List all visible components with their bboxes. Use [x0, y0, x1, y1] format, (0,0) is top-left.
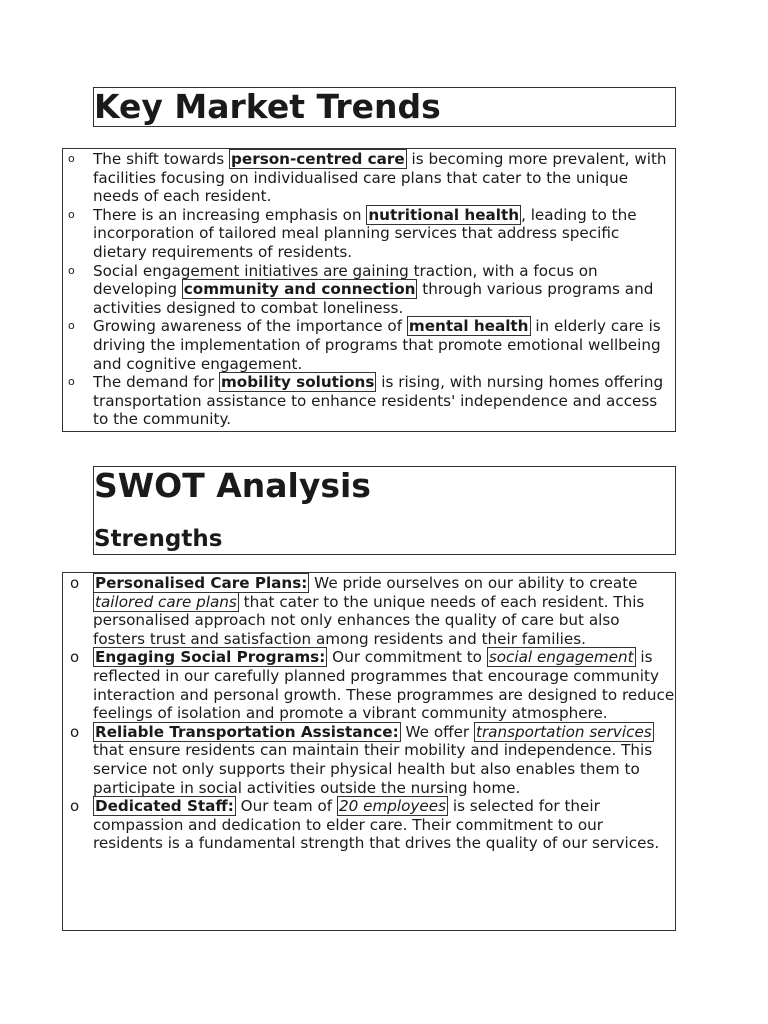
keyword-highlight: transportation services [475, 722, 652, 741]
keyword-highlight: community and connection [183, 280, 416, 299]
item-text: Growing awareness of the importance of [93, 317, 407, 336]
strengths-list [62, 572, 676, 931]
item-text: is reflected in our carefully planned programmes that encourage community interaction and personal growth. These programmes are designed to reduce feelings of isolation and promote a vibrant community atmosphere. [93, 648, 675, 723]
strengths-subtitle: Strengths [94, 526, 223, 552]
bullet-marker: o [68, 375, 75, 389]
item-text: We pride ourselves on our ability to create [309, 574, 638, 592]
page-title: Key Market Trends [94, 87, 441, 126]
keyword-highlight: social engagement [488, 648, 634, 667]
list-item [63, 206, 675, 262]
bullet-marker: o [68, 319, 75, 333]
keyword-highlight: tailored care plans [95, 592, 237, 611]
item-text: Our team of [235, 797, 337, 816]
item-text: is rising, with nursing homes offering transportation assistance to enhance residents' independence and access to the community. [93, 373, 664, 429]
item-text: We offer [400, 722, 474, 741]
bullet-marker: o [70, 574, 80, 592]
keyword-highlight: 20 employees [338, 797, 447, 816]
bullet-marker: o [70, 648, 80, 667]
strength-label: Dedicated Staff: [95, 797, 234, 816]
item-text: is becoming more prevalent, with facilities focusing on individualised care plans that cater to the unique needs of each resident. [93, 150, 667, 206]
list-item [63, 574, 675, 648]
bullet-marker: o [68, 207, 75, 221]
bullet-marker: o [68, 263, 75, 277]
item-text: , leading to the incorporation of tailored meal planning services that address specific dietary requirements of residents. [93, 205, 637, 261]
bullet-marker: o [70, 722, 80, 741]
item-text: through various programs and activities designed to combat loneliness. [93, 280, 654, 317]
list-item [63, 373, 675, 429]
item-text: is selected for their compassion and dedication to elder care. Their commitment to our residents is a fundamental strength that drives the quality of our services. [93, 797, 660, 853]
list-item [63, 723, 675, 797]
strength-label: Engaging Social Programs: [95, 648, 326, 667]
item-text: The shift towards [93, 150, 230, 168]
list-item [63, 317, 675, 373]
list-item [63, 797, 675, 853]
list-item [63, 150, 675, 206]
item-text: The demand for [93, 373, 219, 392]
keyword-highlight: person-centred care [231, 150, 405, 168]
item-text: that cater to the unique needs of each resident. This personalised approach not only enhances the quality of care but also fosters trust and satisfaction among residents and their families. [93, 592, 645, 648]
market-trends-list [62, 148, 676, 432]
list-item [63, 262, 675, 318]
bullet-marker: o [70, 797, 80, 816]
list-item [63, 648, 675, 722]
item-text: in elderly care is driving the implementation of programs that promote emotional wellbeing and cognitive engagement. [93, 317, 661, 373]
item-text: that ensure residents can maintain their mobility and independence. This service not only supports their physical health but also enables them to participate in social activities outside the nursing home. [93, 741, 653, 797]
market-trends-heading-box [93, 87, 676, 127]
keyword-highlight: mobility solutions [220, 373, 375, 392]
bullet-marker: o [68, 152, 75, 165]
item-text: There is an increasing emphasis on [93, 205, 367, 224]
strength-label: Personalised Care Plans: [95, 574, 308, 592]
keyword-highlight: mental health [408, 317, 529, 336]
strength-label: Reliable Transportation Assistance: [95, 722, 399, 741]
swot-title: SWOT Analysis [94, 466, 371, 505]
keyword-highlight: nutritional health [368, 205, 520, 224]
item-text: Social engagement initiatives are gaining traction, with a focus on developing [93, 261, 598, 299]
swot-heading-box [93, 466, 676, 555]
item-text: Our commitment to [327, 648, 487, 667]
